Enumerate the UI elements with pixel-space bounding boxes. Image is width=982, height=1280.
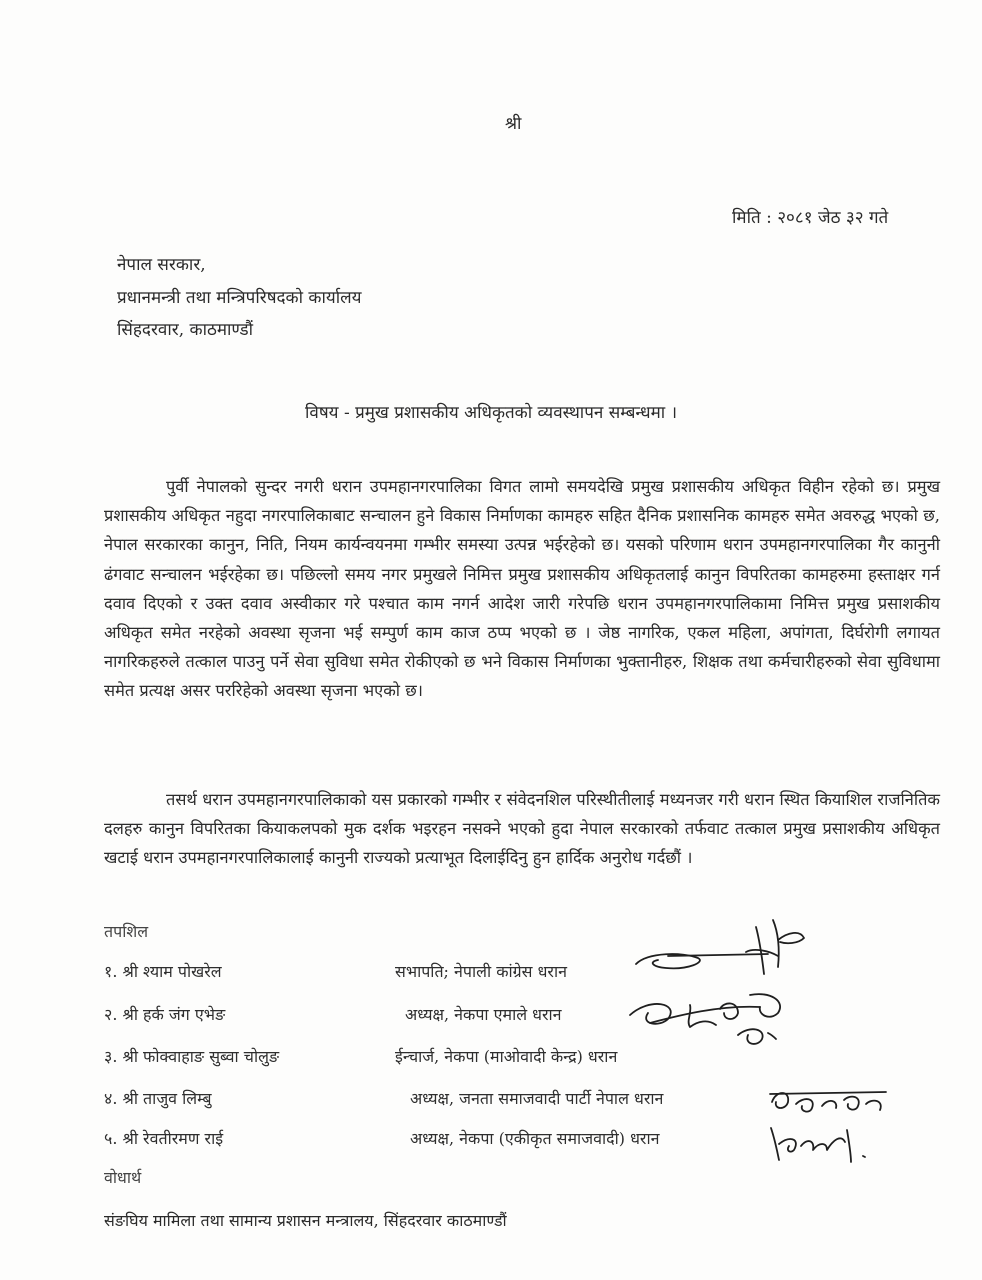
signatory-name: ५. श्री रेवतीरमण राई [104,1129,224,1148]
signatory-name: १. श्री श्याम पोखरेल [104,962,222,981]
signatory-role: सभापति; नेपाली कांग्रेस धरान [395,962,567,981]
body-paragraph: पुर्वी नेपालको सुन्दर नगरी धरान उपमहानगरपालिका विगत लामो समयदेखि प्रमुख प्रशासकीय अधिकृत विहीन रहेको छ। प्रमुख प्रशासकीय अधिकृत नहुदा नगरपालिकाबाट सन्चालन हुने विकास निर्माणका कामहरु सहित दैनिक प्रशासनिक कामहरु समेत अवरुद्ध भएको छ, नेपाल सरकारका कानुन, निति, नियम कार्यन्वयनमा गम्भीर समस्या उत्पन्न भईरहेको छ। यसको परिणाम धरान उपमहानगरपालिका गैर कानुनी ढंगवाट सन्चालन भईरहेका छ। पछिल्लो समय नगर प्रमुखले निमित्त प्रमुख प्रशासकीय अधिकृतलाई कानुन विपरितका कामहरुमा हस्ताक्षर गर्न दवाव दिएको र उक्त दवाव अस्वीकार गरे पश्चात काम नगर्न आदेश जारी गरेपछि धरान उपमहानगरपालिकामा निमित्त प्रमुख प्रसाशकीय अधिकृत समेत नरहेको अवस्था सृजना भई सम्पुर्ण काम काज ठप्प भएको छ । जेष्ठ नागरिक, एकल महिला, अपांगता, दिर्घरोगी लगायत नागरिकहरुले तत्काल पाउनु पर्ने सेवा सुविधा समेत रोकीएको छ भने विकास निर्माणका भुक्तानीहरु, शिक्षक तथा कर्मचारीहरुको सेवा सुविधामा समेत प्रत्यक्ष असर पररिहेको अवस्था सृजना भएको छ। [104,477,940,701]
signatory-role: अध्यक्ष, नेकपा एमाले धरान [405,1005,562,1024]
body-paragraph: तसर्थ धरान उपमहानगरपालिकाको यस प्रकारको गम्भीर र संवेदनशिल परिस्थीतीलाई मध्यनजर गरी धरान स्थित कियाशिल राजनितिक दलहरु कानुन विपरितका कियाकलपको मुक दर्शक भइरहन नसक्ने भएको हुदा नेपाल सरकारको तर्फवाट तत्काल प्रमुख प्रसाशकीय अधिकृत खटाई धरान उपमहानगरपालिकालाई कानुनी राज्यको प्रत्याभूत दिलाईदिनु हुन हार्दिक अनुरोध गर्दछौं । [104,790,940,868]
signature-2-mark [620,975,800,1055]
signature-1-mark [628,912,813,982]
salutation-mark: श्री [505,114,522,134]
signatory-name: २. श्री हर्क जंग एभेङ [104,1005,226,1024]
letter-subject: विषय - प्रमुख प्रशासकीय अधिकृतको व्यवस्थापन सम्बन्धमा । [305,403,678,423]
signatory-role: ईन्चार्ज, नेकपा (माओवादी केन्द्र) धरान [395,1047,618,1066]
signatory-name: ४. श्री ताजुव लिम्बु [104,1089,212,1108]
cc-heading: वोधार्थ [104,1168,142,1187]
recipient-line-address: सिंहदरवार, काठमाण्डौं [117,320,253,340]
signatory-name: ३. श्री फोक्वाहाङ सुब्वा चोलुङ [104,1047,280,1066]
letter-date: मिति : २०८१ जेठ ३२ गते [732,208,889,228]
recipient-line-office: प्रधानमन्त्री तथा मन्त्रिपरिषदको कार्यालय [117,288,362,308]
signature-5-mark [765,1120,875,1165]
signature-4-mark [766,1080,891,1120]
signatory-role: अध्यक्ष, नेकपा (एकीकृत समाजवादी) धरान [410,1129,660,1148]
signatory-role: अध्यक्ष, जनता समाजवादी पार्टी नेपाल धरान [410,1089,664,1108]
cc-recipient: संङघिय मामिला तथा सामान्य प्रशासन मन्त्रालय, सिंहदरवार काठमाण्डौं [104,1211,507,1230]
annex-heading: तपशिल [104,922,149,941]
recipient-line-government: नेपाल सरकार, [117,255,206,275]
